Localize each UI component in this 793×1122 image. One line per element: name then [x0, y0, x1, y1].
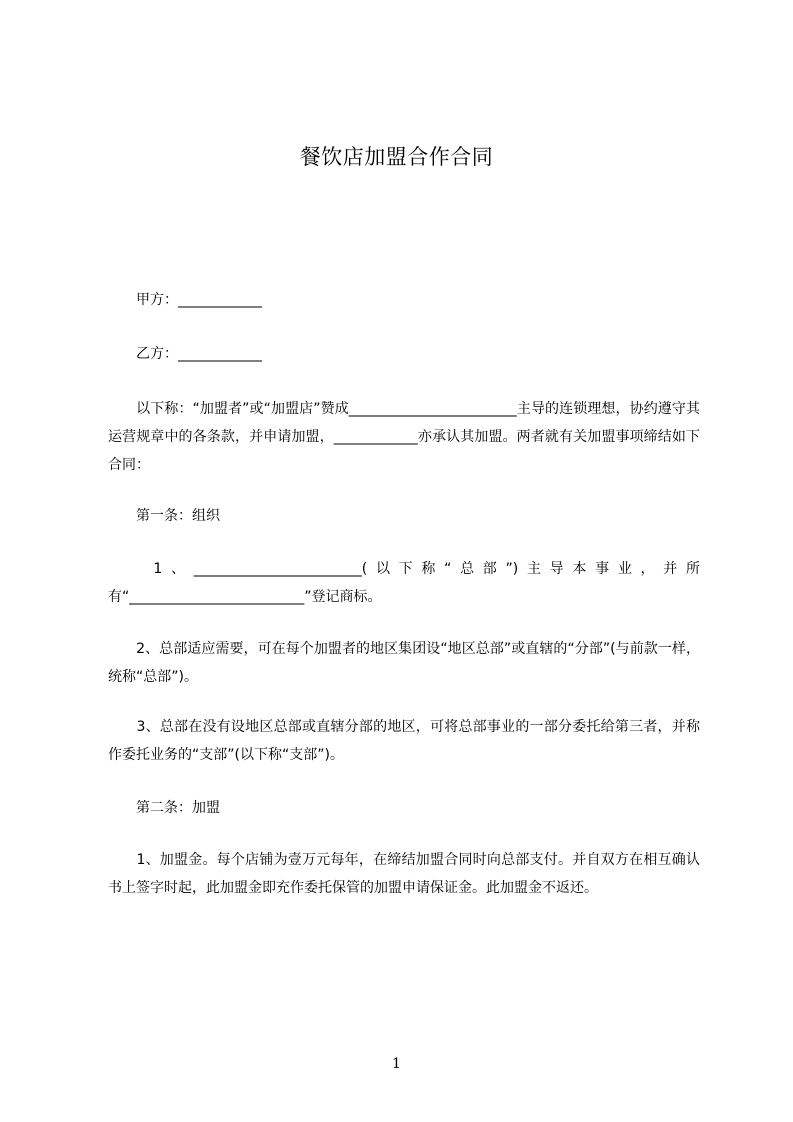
- article-2-clause-1: 1、加盟金。每个店铺为壹万元每年，在缔结加盟合同时向总部支付。并自双方在相互确认书上签字时起，此加盟金即充作委托保管的加盟申请保证金。此加盟金不返还。: [108, 852, 700, 896]
- article-1-clause-1: 1、________________________(以下称“总部”)主导本事业，并所有“_________________________”登记商标。: [108, 561, 700, 605]
- article-1-heading: 第一条：组织: [108, 508, 220, 524]
- article-1-clause-2: 2、总部适应需要，可在每个加盟者的地区集团设“地区总部”或直辖的“分部”(与前款一样，统称“总部”)。: [108, 641, 700, 685]
- party-a-line: 甲方：____________: [108, 292, 262, 308]
- document-title: 餐饮店加盟合作合同: [299, 145, 494, 169]
- article-2-heading: 第二条：加盟: [108, 800, 220, 816]
- party-b-line: 乙方：____________: [108, 346, 262, 362]
- preamble-paragraph: 以下称：“加盟者”或“加盟店”赞成________________________主导的连锁理想，协约遵守其运营规章中的各条款，并申请加盟，____________亦承认其加盟。两者就有关加盟事项缔结如下合同：: [108, 401, 700, 473]
- article-1-clause-3: 3、总部在没有设地区总部或直辖分部的地区，可将总部事业的一部分委托给第三者，并称作委托业务的“支部”(以下称“支部”)。: [108, 719, 700, 763]
- page-number: 1: [392, 1056, 401, 1072]
